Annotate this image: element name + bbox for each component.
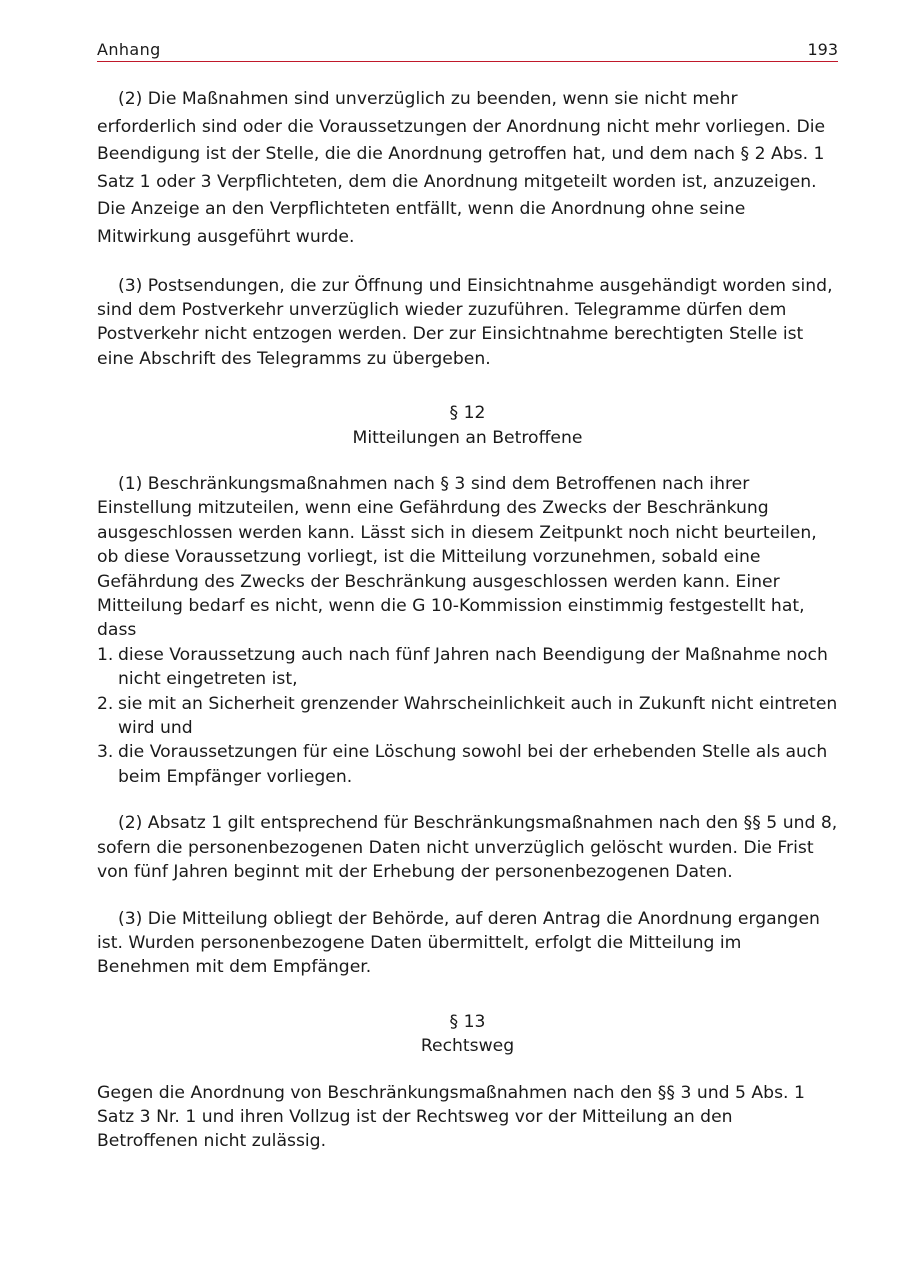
list-marker: 1. xyxy=(97,644,114,665)
list-item-text: diese Voraussetzung auch nach fünf Jahren nach Beendigung der Maßnahme noch nicht eingetreten ist, xyxy=(118,644,828,690)
paragraph-12-3: (3) Die Mitteilung obliegt der Behörde, auf deren Antrag die Anordnung ergangen ist. Wurden personenbezogene Daten übermittelt, erfolgt die Mitteilung im Benehmen mit dem Empfänger. xyxy=(97,908,820,978)
section-13-number: § 13 xyxy=(449,1011,486,1032)
paragraph-12-2: (2) Absatz 1 gilt entsprechend für Beschränkungsmaßnahmen nach den §§ 5 und 8, sofern die personenbezogenen Daten nicht unverzüglich gelöscht wurden. Die Frist von fünf Jahren beginnt mit der Erhebung der personenbezogenen Daten. xyxy=(97,813,838,883)
section-12-number: § 12 xyxy=(449,403,486,424)
section-13-heading xyxy=(97,1010,838,1059)
list-marker: 3. xyxy=(97,742,114,763)
list-item-text: die Voraussetzungen für eine Löschung sowohl bei der erhebenden Stelle als auch beim Empfänger vorliegen. xyxy=(118,742,828,787)
list-item xyxy=(97,692,838,741)
running-header xyxy=(97,39,838,62)
list-item-text: sie mit an Sicherheit grenzender Wahrscheinlichkeit auch in Zukunft nicht eintreten wird und xyxy=(118,693,838,739)
paragraph-11-3: (3) Postsendungen, die zur Öffnung und Einsichtnahme ausgehändigt worden sind, sind dem Postverkehr unverzüglich wieder zuzuführen. Telegramme dürfen dem Postverkehr nicht entzogen werden. Der zur Einsichtnahme berechtigten Stelle ist eine Abschrift des Telegramms zu übergeben. xyxy=(97,275,833,369)
page-number: 193 xyxy=(807,40,838,59)
section-12-heading xyxy=(97,401,838,450)
list-marker: 2. xyxy=(97,693,114,714)
header-section-label: Anhang xyxy=(97,40,161,59)
section-12-title: Mitteilungen an Betroffene xyxy=(352,427,583,448)
paragraph-12-1: (1) Beschränkungsmaßnahmen nach § 3 sind dem Betroffenen nach ihrer Einstellung mitzuteilen, wenn eine Gefährdung des Zwecks der Beschränkung ausgeschlossen werden kann. Lässt sich in diesem Zeitpunkt noch nicht beurteilen, ob diese Voraussetzung vorliegt, ist die Mitteilung vorzunehmen, sobald eine Gefährdung des Zwecks der Beschränkung ausgeschlossen werden kann. Einer Mitteilung bedarf es nicht, wenn die G 10-Kommission einstimmig festgestellt hat, dass xyxy=(97,474,817,641)
paragraph-11-2: (2) Die Maßnahmen sind unverzüglich zu beenden, wenn sie nicht mehr erforderlich sind oder die Voraussetzungen der Anordnung nicht mehr vorliegen. Die Beendigung ist der Stelle, die die Anordnung getroffen hat, und dem nach § 2 Abs. 1 Satz 1 oder 3 Verpflichteten, dem die Anordnung mitgeteilt worden ist, anzuzeigen. Die Anzeige an den Verpflichteten entfällt, wenn die Anordnung ohne seine Mitwirkung ausgeführt wurde. xyxy=(97,89,826,247)
list-item xyxy=(97,643,838,692)
paragraph-13: Gegen die Anordnung von Beschränkungsmaßnahmen nach den §§ 3 und 5 Abs. 1 Satz 3 Nr. 1 und ihren Vollzug ist der Rechtsweg vor der Mitteilung an den Betroffenen nicht zulässig. xyxy=(97,1082,805,1152)
list-item xyxy=(97,740,838,789)
section-13-title: Rechtsweg xyxy=(420,1036,515,1057)
page-body xyxy=(97,86,838,1154)
numbered-list xyxy=(97,643,838,789)
